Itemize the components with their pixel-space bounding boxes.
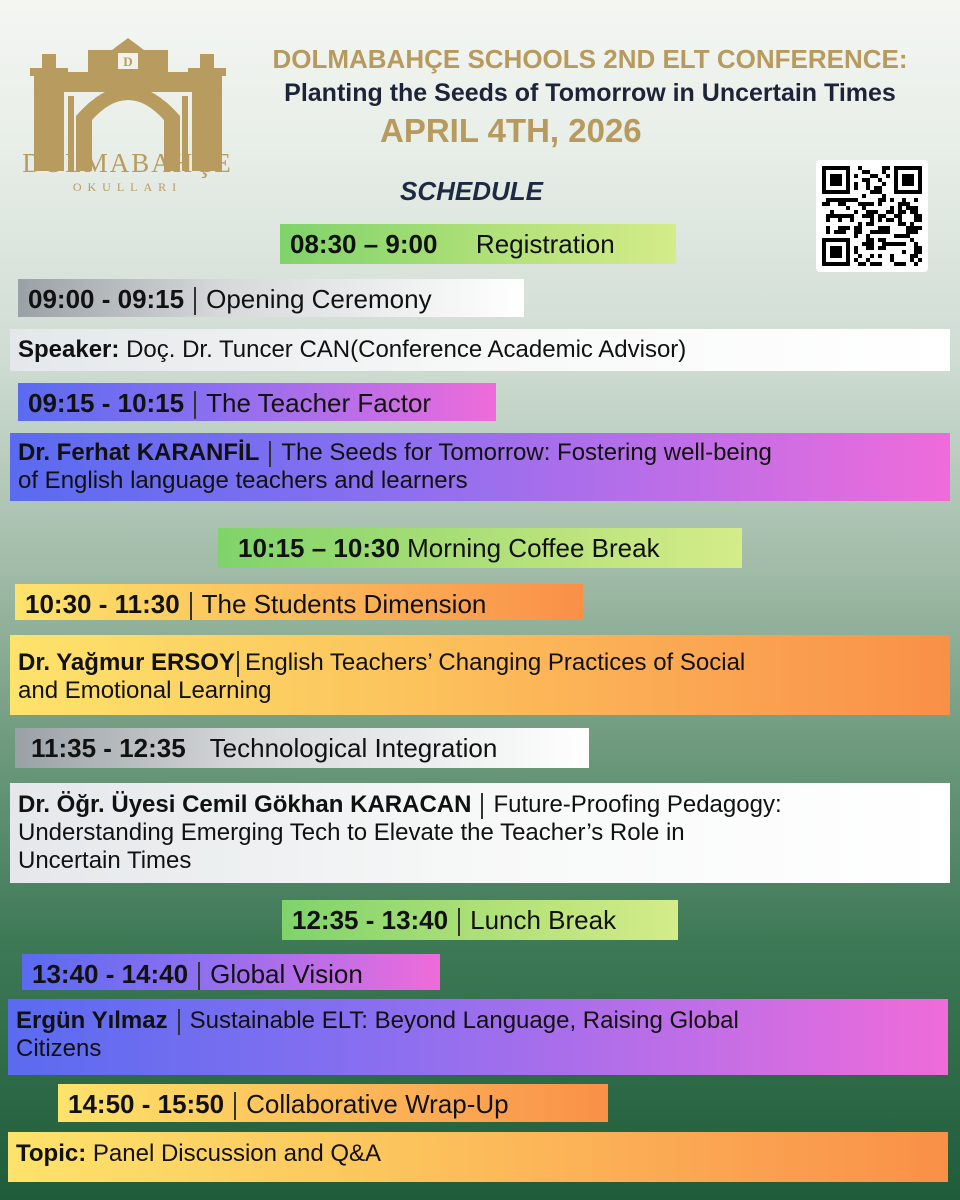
tech-talk-line2: Understanding Emerging Tech to Elevate the Teacher’s Role in xyxy=(18,819,685,846)
speaker-prefix: Speaker: xyxy=(18,336,120,363)
students-talk-line2: and Emotional Learning xyxy=(18,677,272,704)
separator xyxy=(194,391,196,419)
opening-speaker-text: Doç. Dr. Tuncer CAN(Conference Academic Advisor) xyxy=(126,336,687,363)
separator xyxy=(237,651,239,677)
tech-talk-block xyxy=(10,783,950,883)
global-bar xyxy=(22,954,440,990)
global-talk-block xyxy=(8,999,948,1075)
lunch-bar xyxy=(282,900,678,940)
tech-talk-line1: Future-Proofing Pedagogy: xyxy=(493,791,782,818)
global-talk-speaker: Ergün Yılmaz xyxy=(16,1007,168,1034)
separator xyxy=(194,287,196,315)
tech-talk-speaker: Dr. Öğr. Üyesi Cemil Gökhan KARACAN xyxy=(18,791,472,818)
coffee-time: 10:15 – 10:30 xyxy=(238,533,400,563)
registration-time: 08:30 – 9:00 xyxy=(290,229,438,259)
schedule-heading: SCHEDULE xyxy=(400,176,544,206)
separator xyxy=(198,962,200,990)
registration-bar xyxy=(280,224,676,264)
opening-bar xyxy=(18,279,524,317)
opening-label: Opening Ceremony xyxy=(206,284,432,314)
logo-wordmark: DOLMABAHÇE xyxy=(22,148,233,178)
separator xyxy=(481,793,483,819)
topic-prefix: Topic: xyxy=(16,1140,87,1167)
opening-time: 09:00 - 09:15 xyxy=(28,284,185,314)
logo-subtitle: OKULLARI xyxy=(72,180,183,194)
students-time: 10:30 - 11:30 xyxy=(25,589,180,619)
wrapup-bar xyxy=(58,1084,608,1122)
lunch-time: 12:35 - 13:40 xyxy=(292,905,449,935)
students-talk-block xyxy=(10,635,950,715)
opening-speaker-block xyxy=(10,329,950,371)
global-talk-line1: Sustainable ELT: Beyond Language, Raising Global xyxy=(189,1007,739,1034)
qr-code-icon xyxy=(816,160,928,272)
separator xyxy=(234,1092,236,1120)
wrapup-topic-text: Panel Discussion and Q&A xyxy=(92,1140,382,1167)
wrapup-time: 14:50 - 15:50 xyxy=(68,1089,225,1119)
coffee-bar xyxy=(218,528,742,568)
teacher-talk-line2: of English language teachers and learners xyxy=(18,467,468,494)
tech-talk-line3: Uncertain Times xyxy=(18,847,192,874)
svg-text:D: D xyxy=(123,54,133,69)
registration-label: Registration xyxy=(475,229,615,259)
separator xyxy=(178,1009,180,1035)
qr-code[interactable] xyxy=(816,160,928,272)
teacher-factor-label: The Teacher Factor xyxy=(206,388,432,418)
separator xyxy=(269,441,271,467)
wrapup-topic-block xyxy=(8,1132,948,1182)
wrapup-label: Collaborative Wrap-Up xyxy=(246,1089,509,1119)
tech-label: Technological Integration xyxy=(209,733,498,763)
teacher-talk-line1: The Seeds for Tomorrow: Fostering well-being xyxy=(281,439,772,466)
global-talk-line2: Citizens xyxy=(16,1035,102,1062)
conference-subtitle: Planting the Seeds of Tomorrow in Uncertain Times xyxy=(284,79,896,107)
teacher-factor-time: 09:15 - 10:15 xyxy=(28,388,185,418)
global-label: Global Vision xyxy=(210,959,363,989)
conference-title: DOLMABAHÇE SCHOOLS 2ND ELT CONFERENCE: xyxy=(272,44,908,74)
lunch-label: Lunch Break xyxy=(470,905,617,935)
tech-bar xyxy=(15,728,589,768)
students-talk-line1: English Teachers’ Changing Practices of Social xyxy=(244,649,746,676)
separator xyxy=(458,908,460,936)
teacher-talk-block xyxy=(10,433,950,501)
students-talk-speaker: Dr. Yağmur ERSOY xyxy=(18,649,235,676)
coffee-label: Morning Coffee Break xyxy=(407,533,660,563)
conference-date: APRIL 4TH, 2026 xyxy=(380,112,642,149)
separator xyxy=(190,592,192,620)
students-label: The Students Dimension xyxy=(201,589,487,619)
global-time: 13:40 - 14:40 xyxy=(32,959,189,989)
students-bar xyxy=(15,584,583,620)
teacher-talk-speaker: Dr. Ferhat KARANFİL xyxy=(18,439,260,466)
teacher-factor-bar xyxy=(18,383,496,421)
tech-time: 11:35 - 12:35 xyxy=(31,733,186,763)
